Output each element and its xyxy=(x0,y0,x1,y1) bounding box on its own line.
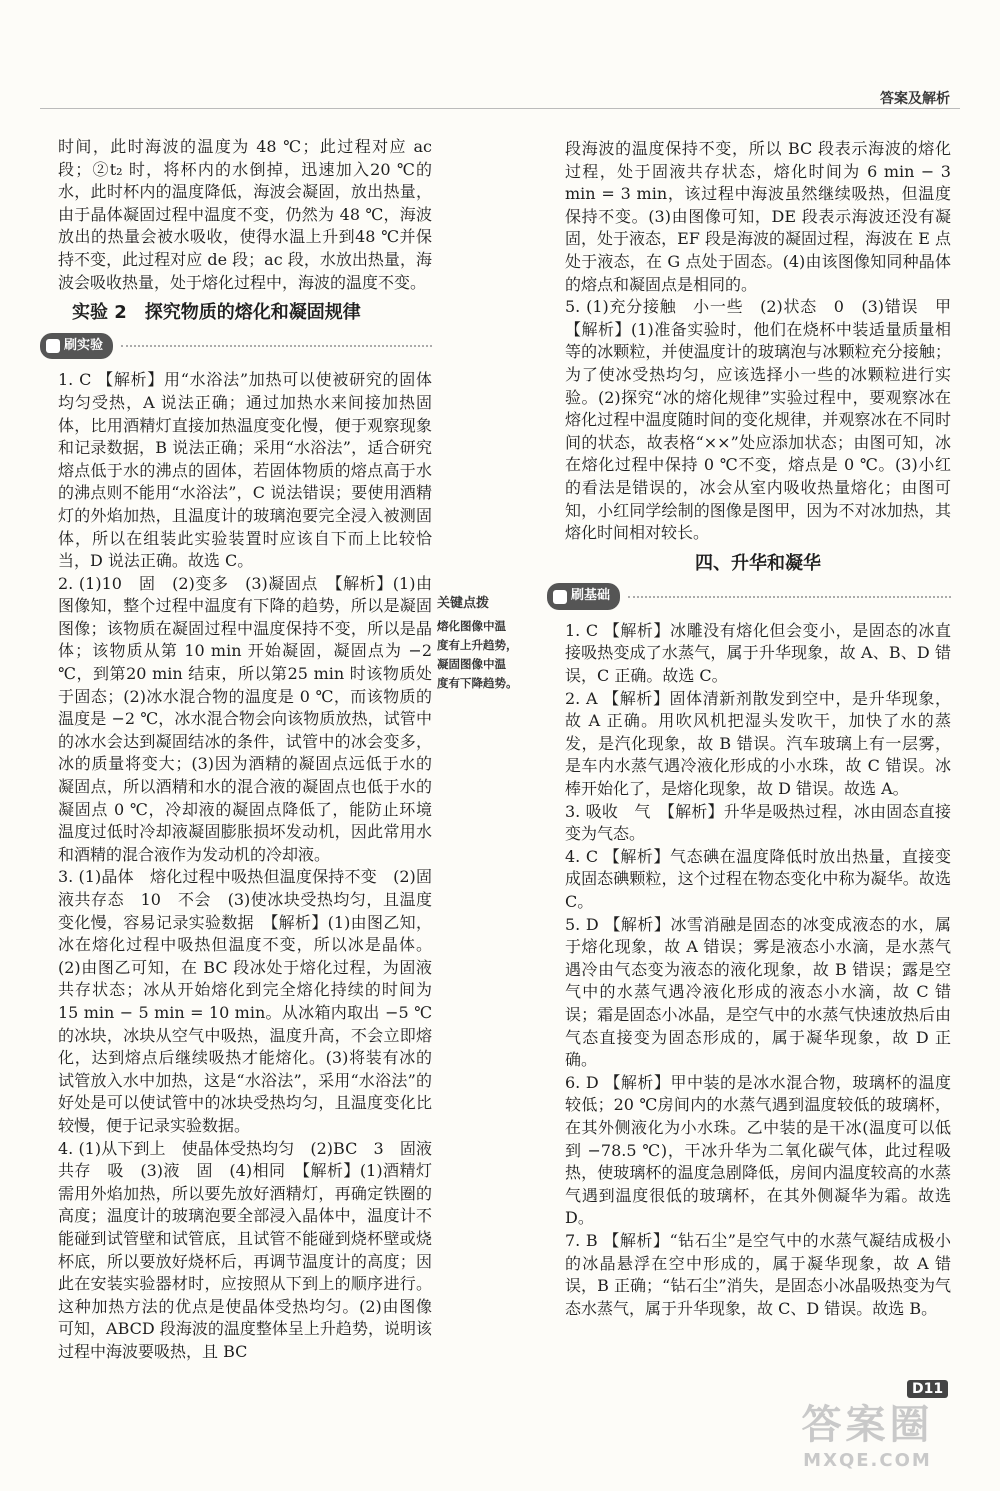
side-note-line: 凝固图像中温 xyxy=(437,657,506,671)
book-icon xyxy=(553,590,567,604)
answer-item: 7. B 【解析】“钻石尘”是空气中的水蒸气凝结成极小的冰晶悬浮在空中形成的，属于凝华现象，故 A 错误，B 正确；“钻石尘”消失，是固态小冰晶吸热变为气态水蒸气，属于升华现象，故 C、D 错误。故选 B。 xyxy=(565,1230,951,1318)
paragraph: 段海波的温度保持不变，所以 BC 段表示海波的熔化过程，处于固液共存状态，熔化时间为 6 min − 3 min = 3 min，该过程中海波虽然继续吸热，但温度保持不变。(3)由图像可知，DE 段表示海波还没有凝固，处于液态，EF 段是海波的凝固过程，海波在 E 点处于液态，在 G 点处于固态。(4)由该图像知同种晶体的熔点和凝固点是相同的。 xyxy=(565,139,951,294)
side-note-line: 熔化图像中温 xyxy=(437,619,506,633)
answer-item: 3. (1)晶体 熔化过程中吸热但温度保持不变 (2)固液共存态 10 不会 (3)使冰块受热均匀，且温度变化慢，容易记录实验数据 【解析】(1)由图乙知，冰在熔化过程中吸热但温度不变，所以冰是晶体。(2)由图乙可知，在 BC 段冰处于熔化过程，为固液共存状态；冰从开始熔化到完全熔化持续的时间为 15 min − 5 min = 10 min。从冰箱内取出 −5 ℃的冰块，冰块从空气中吸热，温度升高，不会立即熔化，达到熔点后继续吸热才能熔化。(3)将装有冰的试管放入水中加热，这是“水浴法”，采用“水浴法”的好处是可以使试管中的冰块受热均匀，且温度变化比较慢，便于记录实验数据。 xyxy=(58,867,432,1135)
section-title: 四、升华和凝华 xyxy=(695,552,821,574)
answer-item: 5. (1)充分接触 小一些 (2)状态 0 (3)错误 甲 【解析】(1)准备实验时，他们在烧杯中装适量质量相等的冰颗粒，并使温度计的玻璃泡与冰颗粒充分接触；为了使冰受热均匀，应该选择小一些的冰颗粒进行实验。(2)探究“冰的熔化规律”实验过程中，要观察冰在熔化过程中温度随时间的变化规律，并观察冰在不同时间的状态，故表格“××”处应添加状态；由图可知，冰在熔化过程中保持 0 ℃不变，熔点是 0 ℃。(3)小红的看法是错误的，冰会从室内吸收热量熔化；由图可知，小红同学绘制的图像是图甲，因为不对冰加热，其熔化时间相对较长。 xyxy=(565,297,968,543)
answer-item: 4. C 【解析】气态碘在温度降低时放出热量，直接变成固态碘颗粒，这个过程在物态变化中称为凝华。故选 C。 xyxy=(565,846,951,911)
answer-item: 6. D 【解析】甲中装的是冰水混合物，玻璃杯的温度较低；20 ℃房间内的水蒸气遇到温度较低的玻璃杯，在其外侧液化为小水珠。乙中装的是干冰(温度可以低到 −78.5 ℃)，干冰升华为二氧化碳气体，此过程吸热，使玻璃杯的温度急剧降低，房间内温度较高的水蒸气遇到温度很低的玻璃杯，在其外侧凝华为霜。故选 D。 xyxy=(565,1072,951,1228)
section-tag xyxy=(40,333,432,360)
side-note-title: 关键点拨 xyxy=(437,596,490,611)
page-number: D11 xyxy=(907,1380,948,1398)
book-icon xyxy=(46,339,60,353)
section-tag xyxy=(547,583,951,610)
paragraph: 时间，此时海波的温度为 48 ℃；此过程对应 ac 段；②t₂ 时，将杯内的水倒掉，迅速加入20 ℃的水，此时杯内的温度降低，海波会凝固，放出热量，由于晶体凝固过程中温度不变，仍然为 48 ℃，海波放出的热量会被水吸收，使得水温上升到48 ℃并保持不变，此过程对应 de 段；ac 段，水放出热量，海波会吸收热量，处于熔化过程中，海波的温度不变。 xyxy=(58,137,432,292)
tag-label: 刷实验 xyxy=(64,337,104,353)
watermark-url: MXQE.COM xyxy=(803,1450,932,1471)
watermark xyxy=(775,1393,960,1473)
side-note xyxy=(437,594,553,693)
section-title: 实验 2 探究物质的熔化和凝固规律 xyxy=(72,302,361,324)
watermark-main: 答案圈 xyxy=(801,1402,934,1448)
side-note-line: 度有下降趋势。 xyxy=(437,676,518,690)
page-header: 答案及解析 xyxy=(880,91,950,107)
header-rule xyxy=(40,108,960,109)
answer-item: 2. (1)10 固 (2)变多 (3)凝固点 【解析】(1)由图像知，整个过程中温度有下降的趋势，所以是凝固图像；该物质在凝固过程中温度保持不变，所以是晶体；该物质从第 10 min 开始凝固，凝固点为 −2 ℃，到第20 min 结束，所以第25 min 时该物质处于固态；(2)冰水混合物的温度是 0 ℃，而该物质的温度是 −2 ℃，冰水混合物会向该物质放热，试管中的冰水会达到凝固结冰的条件，试管中的冰会变多，冰的质量将变大；(3)因为酒精的凝固点远低于水的凝固点，所以酒精和水的混合液的凝固点也低于水的凝固点 0 ℃，冷却液的凝固点降低了，能防止环境温度过低时冷却液凝固膨胀损坏发动机，因此常用水和酒精的混合液作为发动机的冷却液。 xyxy=(58,573,432,864)
side-note-line: 度有上升趋势， xyxy=(437,638,518,652)
answer-item: 1. C 【解析】冰雕没有熔化但会变小，是固态的冰直接吸热变成了水蒸气，属于升华现象，故 A、B、D 错误，C 正确。故选 C。 xyxy=(565,620,951,686)
answer-item: 5. D 【解析】冰雪消融是固态的冰变成液态的水，属于熔化现象，故 A 错误；雾是液态小水滴，是水蒸气遇冷由气态变为液态的液化现象，故 B 错误；露是空气中的水蒸气遇冷液化形成的液态小水滴，故 C 错误；霜是固态小冰晶，是空气中的水蒸气快速放热后由气态直接变为固态形成的，属于凝华现象，故 D 正确。 xyxy=(565,914,951,1070)
answer-item: 3. 吸收 气 【解析】升华是吸热过程，冰由固态直接变为气态。 xyxy=(565,801,951,844)
left-column xyxy=(58,136,432,1363)
answer-item: 4. (1)从下到上 使晶体受热均匀 (2)BC 3 固液共存 吸 (3)液 固 (4)相同 【解析】(1)酒精灯需用外焰加热，所以要先放好酒精灯，再确定铁圈的高度；温度计的玻璃泡要全部浸入晶体中，温度计不能碰到试管壁和试管底，且试管不能碰到烧杯壁或烧杯底，所以要放好烧杯后，再调节温度计的高度；因此在安装实验器材时，应按照从下到上的顺序进行。这种加热方法的优点是使晶体受热均匀。(2)由图像可知，ABCD 段海波的温度整体呈上升趋势，说明该过程中海波要吸热，且 BC xyxy=(58,1138,432,1361)
answer-item: 2. A 【解析】固体清新剂散发到空中，是升华现象，故 A 正确。用吹风机把湿头发吹干，加快了水的蒸发，是汽化现象，故 B 错误。汽车玻璃上有一层雾，是车内水蒸气遇冷液化形成的小水珠，故 C 错误。冰棒开始化了，是熔化现象，故 D 错误。故选 A。 xyxy=(565,688,951,799)
tag-label: 刷基础 xyxy=(571,588,611,604)
answer-item: 1. C 【解析】用“水浴法”加热可以使被研究的固体均匀受热，A 说法正确；通过加热水来间接加热固体，比用酒精灯直接加热温度变化慢，便于观察现象和记录数据，B 说法正确；采用“水浴法”，适合研究熔点低于水的沸点的固体，若固体物质的熔点高于水的沸点则不能用“水浴法”，C 说法错误；要使用酒精灯的外焰加热，且温度计的玻璃泡要完全浸入被测固体，所以在组装此实验装置时应该自下而上比较恰当，D 说法正确。故选 C。 xyxy=(58,370,432,571)
right-column xyxy=(565,138,968,1320)
